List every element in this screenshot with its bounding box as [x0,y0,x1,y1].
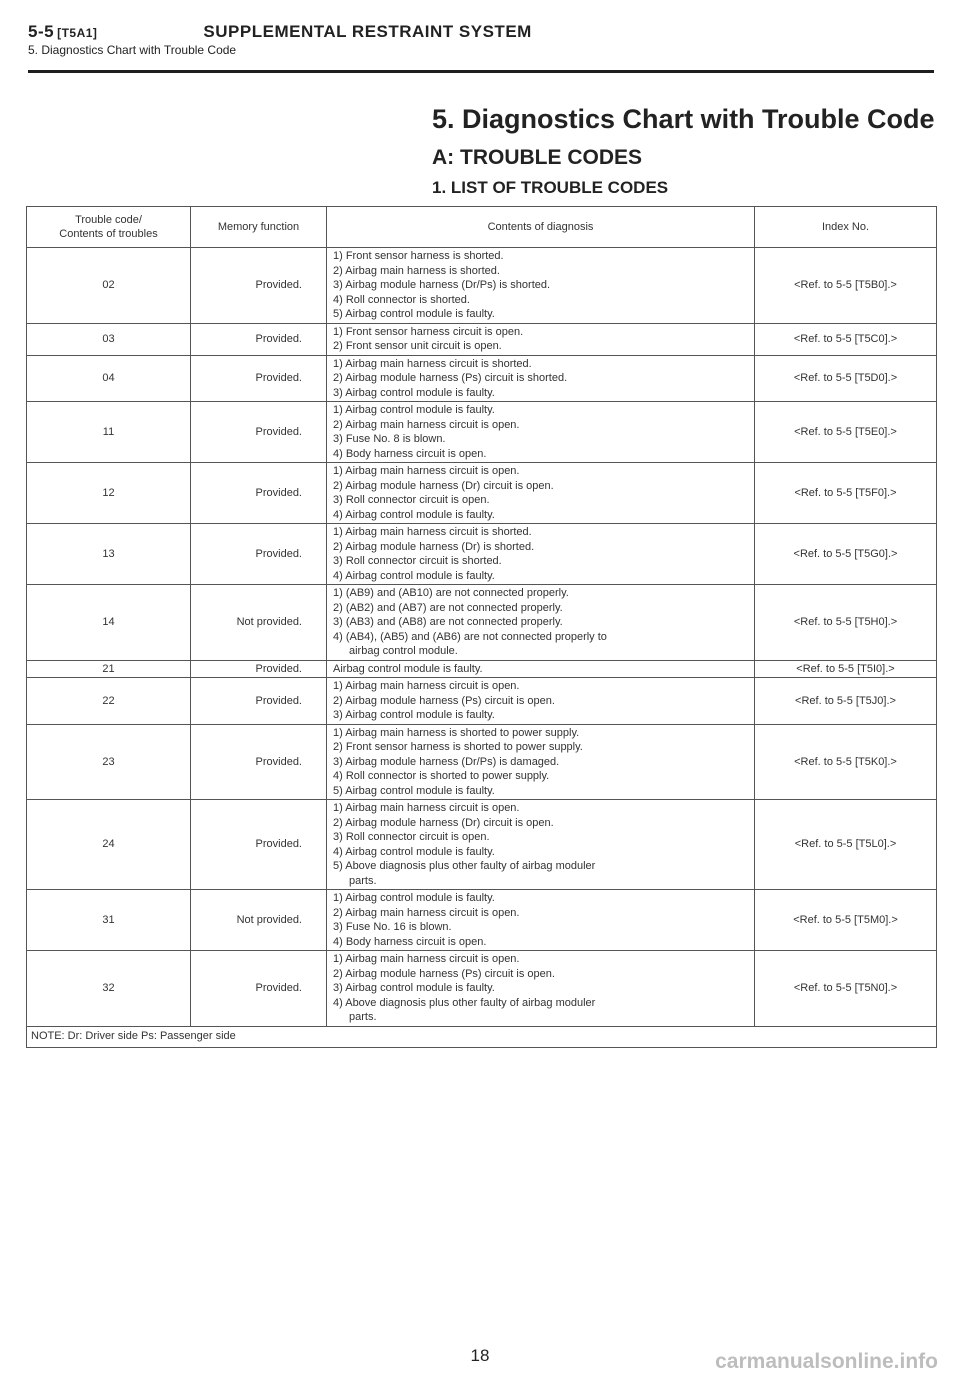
diagnosis-line: 2) Front sensor harness is shorted to power supply. [333,741,583,753]
diagnosis-contents [327,355,755,402]
diagnosis-line: 3) Airbag control module is faulty. [333,982,495,994]
index-ref: <Ref. to 5-5 [T5C0].> [755,323,937,355]
memory-function: Provided. [191,800,327,890]
memory-function: Provided. [191,724,327,800]
page-ref: 5-5 [28,22,55,41]
diagnosis-line: Airbag control module is faulty. [333,662,483,675]
memory-function: Provided. [191,248,327,324]
index-ref: <Ref. to 5-5 [T5F0].> [755,463,937,524]
diagnosis-line: 4) Above diagnosis plus other faulty of airbag moduler [333,996,596,1009]
diagnosis-line: 1) (AB9) and (AB10) are not connected properly. [333,587,569,599]
diagnosis-contents [327,524,755,585]
diagnosis-line: 3) Roll connector circuit is open. [333,494,490,506]
memory-function: Provided. [191,951,327,1027]
diagnosis-line: 1) Airbag control module is faulty. [333,404,495,416]
section-title: 5. Diagnostics Chart with Trouble Code [432,104,935,134]
diagnosis-contents [327,678,755,725]
diagnosis-line: parts. [349,874,377,887]
diagnosis-line: 1) Airbag main harness circuit is open. [333,953,520,965]
diagnosis-contents [327,248,755,324]
diagnosis-line: 3) Roll connector circuit is shorted. [333,555,502,567]
diagnosis-line: 5) Airbag control module is faulty. [333,308,495,320]
diagnosis-contents [327,800,755,890]
diagnosis-line: 1) Front sensor harness is shorted. [333,250,504,262]
index-ref: <Ref. to 5-5 [T5N0].> [755,951,937,1027]
table-row [27,585,937,661]
col-header-memory: Memory function [191,207,327,248]
table-row [27,951,937,1027]
diagnosis-line: 3) (AB3) and (AB8) are not connected properly. [333,616,563,628]
diagnosis-line: 1) Front sensor harness circuit is open. [333,325,524,338]
diagnosis-line: airbag control module. [349,645,458,657]
index-ref: <Ref. to 5-5 [T5K0].> [755,724,937,800]
memory-function: Not provided. [191,890,327,951]
diagnosis-line: 2) Airbag module harness (Dr) circuit is open. [333,479,554,492]
index-ref: <Ref. to 5-5 [T5B0].> [755,248,937,324]
memory-function: Provided. [191,323,327,355]
section-subtitle: A: TROUBLE CODES [432,146,642,169]
diagnosis-line: 2) Front sensor unit circuit is open. [333,340,502,352]
diagnosis-line: 4) (AB4), (AB5) and (AB6) are not connected properly to [333,630,607,643]
diagnosis-contents [327,323,755,355]
table-row [27,524,937,585]
col-header-code [27,207,191,248]
table-row [27,248,937,324]
diagnosis-line: 2) Airbag module harness (Dr) is shorted. [333,540,535,553]
diagnosis-line: 3) Airbag control module is faulty. [333,709,495,721]
diagnosis-contents [327,724,755,800]
diagnosis-line: 5) Airbag control module is faulty. [333,784,495,797]
note-row [27,1026,937,1047]
diagnosis-line: 1) Airbag main harness circuit is open. [333,465,520,477]
col-header-contents: Contents of diagnosis [327,207,755,248]
index-ref: <Ref. to 5-5 [T5H0].> [755,585,937,661]
diagnosis-line: 2) Airbag module harness (Dr) circuit is open. [333,816,554,829]
diagnosis-line: 3) Airbag module harness (Dr/Ps) is shorted. [333,279,551,291]
table-note: NOTE: Dr: Driver side Ps: Passenger side [27,1026,937,1047]
trouble-code: 13 [27,524,191,585]
diagnosis-line: 4) Roll connector is shorted. [333,293,470,306]
trouble-code: 32 [27,951,191,1027]
trouble-code: 23 [27,724,191,800]
diagnosis-line: 2) Airbag main harness circuit is open. [333,418,520,431]
diagnosis-contents [327,463,755,524]
table-row [27,678,937,725]
trouble-code: 22 [27,678,191,725]
index-ref: <Ref. to 5-5 [T5I0].> [755,660,937,678]
diagnosis-line: 3) Fuse No. 8 is blown. [333,433,446,445]
memory-function: Provided. [191,524,327,585]
trouble-code: 24 [27,800,191,890]
trouble-code: 04 [27,355,191,402]
col-header-code-line1: Trouble code/ [75,213,142,226]
memory-function: Provided. [191,463,327,524]
diagnosis-line: 3) Fuse No. 16 is blown. [333,921,452,933]
index-ref: <Ref. to 5-5 [T5G0].> [755,524,937,585]
diagnosis-line: 1) Airbag main harness circuit is shorted. [333,357,532,370]
diagnosis-line: 4) Airbag control module is faulty. [333,508,495,521]
diagnosis-line: 4) Body harness circuit is open. [333,447,487,460]
diagnosis-line: 1) Airbag main harness circuit is open. [333,802,520,814]
diagnosis-line: 3) Airbag control module is faulty. [333,386,495,399]
diagnosis-contents [327,890,755,951]
header-title: SUPPLEMENTAL RESTRAINT SYSTEM [203,22,532,41]
trouble-code: 21 [27,660,191,678]
index-ref: <Ref. to 5-5 [T5J0].> [755,678,937,725]
diagnosis-line: 5) Above diagnosis plus other faulty of airbag moduler [333,860,596,872]
index-ref: <Ref. to 5-5 [T5L0].> [755,800,937,890]
diagnosis-line: 1) Airbag main harness circuit is shorted. [333,526,532,538]
ref-code: [T5A1] [57,26,98,40]
trouble-code: 14 [27,585,191,661]
diagnosis-line: 2) (AB2) and (AB7) are not connected properly. [333,601,563,614]
col-header-index: Index No. [755,207,937,248]
trouble-code: 02 [27,248,191,324]
diagnosis-line: 4) Body harness circuit is open. [333,935,487,948]
diagnosis-line: 2) Airbag module harness (Ps) circuit is shorted. [333,372,568,384]
trouble-code: 11 [27,402,191,463]
diagnosis-line: 1) Airbag main harness circuit is open. [333,680,520,692]
header-rule [28,70,934,73]
table-row [27,724,937,800]
diagnosis-line: 4) Airbag control module is faulty. [333,569,495,582]
trouble-code: 12 [27,463,191,524]
section-sub-subtitle: 1. LIST OF TROUBLE CODES [432,178,669,197]
diagnosis-line: parts. [349,1011,377,1023]
table-header-row [27,207,937,248]
diagnosis-line: 1) Airbag main harness is shorted to power supply. [333,726,580,739]
index-ref: <Ref. to 5-5 [T5M0].> [755,890,937,951]
index-ref: <Ref. to 5-5 [T5E0].> [755,402,937,463]
header-subtitle: 5. Diagnostics Chart with Trouble Code [28,43,237,57]
header-line [28,22,934,42]
memory-function: Not provided. [191,585,327,661]
table-row [27,463,937,524]
diagnosis-contents [327,951,755,1027]
table-row [27,890,937,951]
page-header [28,22,934,57]
table-row [27,355,937,402]
col-header-code-line2: Contents of troubles [59,228,158,240]
page-number: 18 [470,1346,490,1365]
memory-function: Provided. [191,355,327,402]
diagnosis-line: 4) Airbag control module is faulty. [333,845,495,858]
memory-function: Provided. [191,402,327,463]
diagnosis-line: 2) Airbag main harness circuit is open. [333,906,520,919]
diagnosis-contents [327,585,755,661]
diagnosis-contents [327,660,755,678]
diagnosis-line: 3) Airbag module harness (Dr/Ps) is damaged. [333,755,560,768]
table-row [27,402,937,463]
diagnosis-contents [327,402,755,463]
index-ref: <Ref. to 5-5 [T5D0].> [755,355,937,402]
diagnosis-line: 4) Roll connector is shorted to power supply. [333,770,550,782]
watermark: carmanualsonline.info [715,1350,938,1373]
memory-function: Provided. [191,660,327,678]
trouble-code: 03 [27,323,191,355]
trouble-codes-table [26,206,937,1048]
table-row [27,323,937,355]
diagnosis-line: 1) Airbag control module is faulty. [333,892,495,904]
table-row [27,800,937,890]
diagnosis-line: 2) Airbag main harness is shorted. [333,264,500,277]
diagnosis-line: 2) Airbag module harness (Ps) circuit is open. [333,694,555,707]
memory-function: Provided. [191,678,327,725]
table-row [27,660,937,678]
trouble-code: 31 [27,890,191,951]
diagnosis-line: 3) Roll connector circuit is open. [333,831,490,843]
diagnosis-line: 2) Airbag module harness (Ps) circuit is open. [333,967,555,980]
